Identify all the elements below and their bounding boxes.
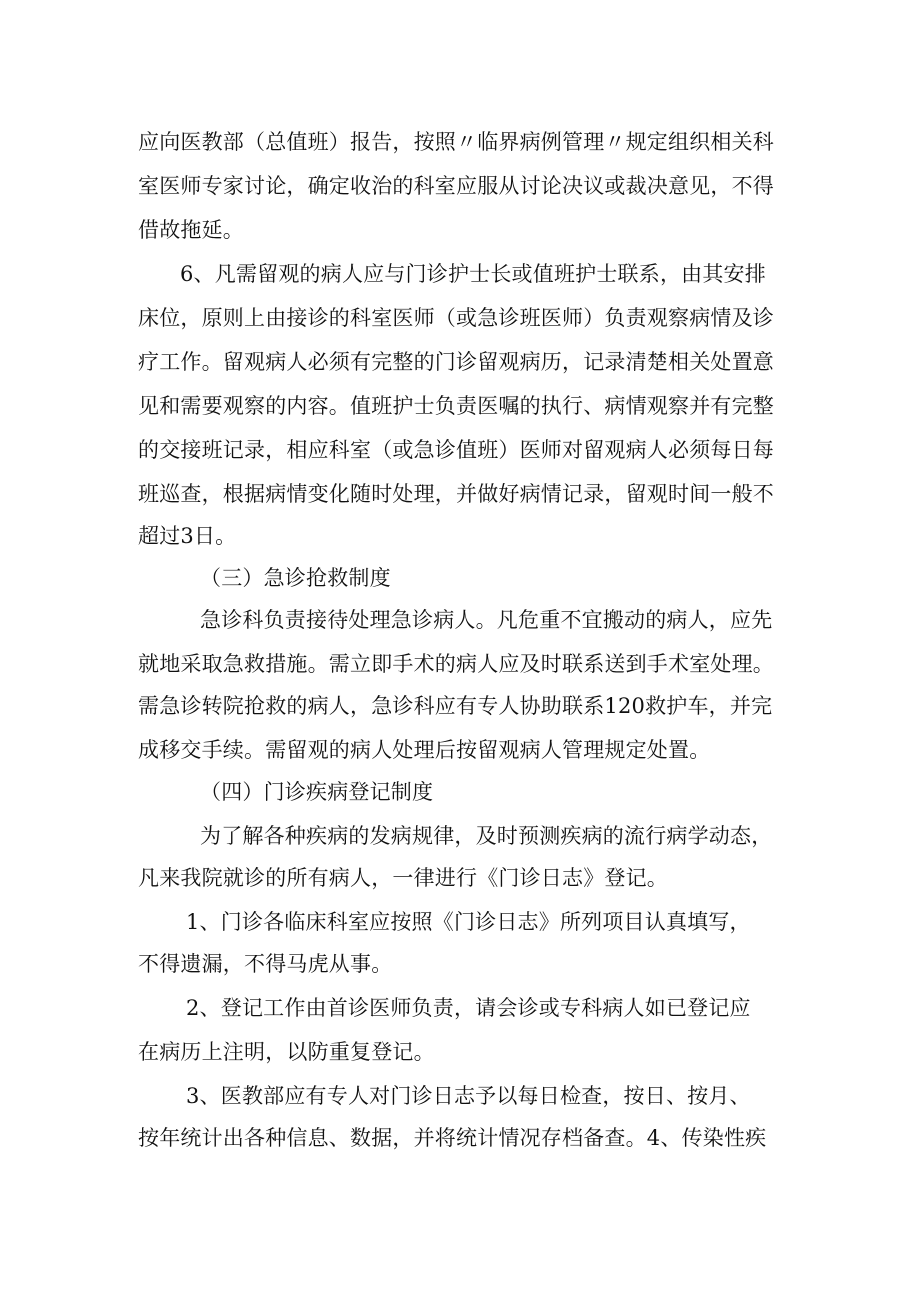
text-line: 3、医教部应有专人对门诊日志予以每日检查，按日、按月、 [186,1084,751,1108]
text-line: 的交接班记录，相应科室（或急诊值班）医师对留观病人必须每日每 [138,438,774,462]
text-line: 应向医教部（总值班）报告，按照〃临界病例管理〃规定组织相关科 [138,130,774,154]
text-line: 为了解各种疾病的发病规律，及时预测疾病的流行病学动态， [200,824,773,848]
text-line: 急诊科负责接待处理急诊病人。凡危重不宜搬动的病人，应先 [200,608,773,632]
text-line: 室医师专家讨论，确定收治的科室应服从讨论决议或裁决意见，不得 [138,174,774,198]
text-line: 2、登记工作由首诊医师负责，请会诊或专科病人如已登记应 [186,996,751,1020]
text-line: 需急诊转院抢救的病人，急诊科应有专人协助联系120救护车，并完 [138,694,773,718]
text-line: 疗工作。留观病人必须有完整的门诊留观病历，记录清楚相关处置意 [138,350,774,374]
text-line: 6、凡需留观的病人应与门诊护士长或值班护士联系，由其安排 [180,262,766,286]
text-line: 凡来我院就诊的所有病人，一律进行《门诊日志》登记。 [138,866,668,890]
text-line: 见和需要观察的内容。值班护士负责医嘱的执行、病情观察并有完整 [138,394,774,418]
text-line: 成移交手续。需留观的病人处理后按留观病人管理规定处置。 [138,738,711,762]
section-heading: （三）急诊抢救制度 [200,566,391,590]
section-heading: （四）门诊疾病登记制度 [200,780,434,804]
text-line: 不得遗漏，不得马虎从事。 [138,952,393,976]
text-line: 按年统计出各种信息、数据，并将统计情况存档备查。4、传染性疾 [138,1126,767,1150]
text-line: 超过3日。 [138,524,237,548]
text-line: 班巡查，根据病情变化随时处理，并做好病情记录，留观时间一般不 [138,482,774,506]
text-line: 床位，原则上由接诊的科室医师（或急诊班医师）负责观察病情及诊 [138,306,774,330]
text-line: 1、门诊各临床科室应按照《门诊日志》所列项目认真填写， [186,910,751,934]
text-line: 借故拖延。 [138,218,244,242]
text-line: 就地采取急救措施。需立即手术的病人应及时联系送到手术室处理。 [138,652,774,676]
text-line: 在病历上注明，以防重复登记。 [138,1040,435,1064]
